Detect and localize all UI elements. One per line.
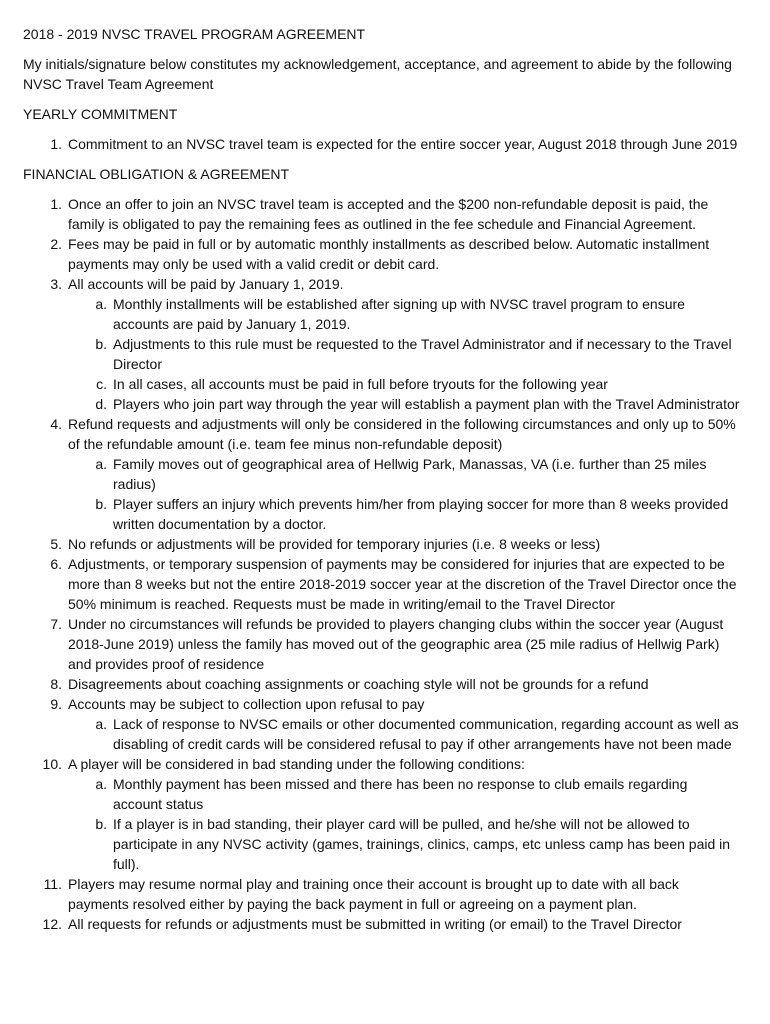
sub-list-item-text: Family moves out of geographical area of Hellwig Park, Manassas, VA (i.e. further than 25 miles radius) [113, 456, 707, 492]
sub-list-item [68, 774, 740, 814]
list-item-number: 5. [50, 536, 62, 552]
sub-list-item [68, 454, 740, 494]
list-item-text: Once an offer to join an NVSC travel team is accepted and the $200 non-refundable deposit is paid, the family is obligated to pay the remaining fees as outlined in the fee schedule and Financial Agreement. [68, 196, 709, 232]
list-item-text: Refund requests and adjustments will only be considered in the following circumstances and only up to 50% of the refundable amount (i.e. team fee minus non-refundable deposit) [68, 416, 736, 452]
list-item-number: 1. [50, 136, 62, 152]
sub-list-item [68, 294, 740, 334]
list-item [23, 554, 740, 614]
sub-list-item [68, 814, 740, 874]
list-item [23, 234, 740, 274]
sub-list-item-text: Monthly payment has been missed and there has been no response to club emails regarding account status [113, 776, 688, 812]
sub-list [68, 294, 740, 414]
list-item [23, 414, 740, 534]
sub-list-item-letter: d. [95, 396, 107, 412]
sub-list-item-text: Monthly installments will be established after signing up with NVSC travel program to ensure accounts are paid by January 1, 2019. [113, 296, 685, 332]
list-item [23, 674, 740, 694]
financial-obligation-list [23, 194, 740, 934]
list-item-number: 1. [50, 196, 62, 212]
sub-list-item [68, 394, 740, 414]
list-item-text: Commitment to an NVSC travel team is expected for the entire soccer year, August 2018 through June 2019 [68, 136, 738, 152]
sub-list-item-text: Player suffers an injury which prevents him/her from playing soccer for more than 8 weeks provided written documentation by a doctor. [113, 496, 729, 532]
list-item-number: 8. [50, 676, 62, 692]
sub-list-item-letter: b. [95, 336, 107, 352]
list-item-text: A player will be considered in bad standing under the following conditions: [68, 756, 525, 772]
sub-list-item-letter: b. [95, 496, 107, 512]
list-item [23, 194, 740, 234]
intro-paragraph: My initials/signature below constitutes my acknowledgement, acceptance, and agreement to abide by the following NVSC Travel Team Agreement [23, 56, 732, 92]
list-item-number: 6. [50, 556, 62, 572]
list-item-number: 9. [50, 696, 62, 712]
sub-list-item-letter: c. [96, 376, 107, 392]
list-item-number: 4. [50, 416, 62, 432]
list-item-number: 3. [50, 276, 62, 292]
sub-list-item [68, 714, 740, 754]
sub-list-item [68, 374, 740, 394]
sub-list-item-text: In all cases, all accounts must be paid in full before tryouts for the following year [113, 376, 608, 392]
list-item-text: Players may resume normal play and training once their account is brought up to date with all back payments resolved either by paying the back payment in full or agreeing on a payment plan. [68, 876, 679, 912]
list-item [23, 274, 740, 414]
list-item-text: Adjustments, or temporary suspension of payments may be considered for injuries that are expected to be more than 8 weeks but not the entire 2018-2019 soccer year at the discretion of the Travel Director once the 50% minimum is reached. Requests must be made in writing/email to the Travel Director [68, 556, 737, 612]
list-item-text: No refunds or adjustments will be provided for temporary injuries (i.e. 8 weeks or less) [68, 536, 601, 552]
financial-heading: FINANCIAL OBLIGATION & AGREEMENT [23, 166, 290, 182]
list-item-number: 12. [42, 916, 62, 932]
list-item [23, 874, 740, 914]
sub-list [68, 454, 740, 534]
list-item [23, 694, 740, 754]
sub-list-item-text: Lack of response to NVSC emails or other documented communication, regarding account as well as disabling of credit cards will be considered refusal to pay if other arrangements have not been made [113, 716, 739, 752]
sub-list-item-letter: b. [95, 816, 107, 832]
list-item-text: Fees may be paid in full or by automatic monthly installments as described below. Automatic installment payments may only be used with a valid credit or debit card. [68, 236, 710, 272]
list-item-text: All accounts will be paid by January 1, 2019. [68, 276, 344, 292]
sub-list [68, 714, 740, 754]
sub-list-item-letter: a. [95, 296, 107, 312]
list-item [23, 534, 740, 554]
list-item-text: All requests for refunds or adjustments must be submitted in writing (or email) to the Travel Director [68, 916, 682, 932]
sub-list-item-letter: a. [95, 776, 107, 792]
yearly-commitment-heading: YEARLY COMMITMENT [23, 106, 178, 122]
list-item-number: 2. [50, 236, 62, 252]
yearly-commitment-list [23, 134, 740, 154]
list-item [23, 614, 740, 674]
list-item [23, 914, 740, 934]
sub-list-item-text: Adjustments to this rule must be requested to the Travel Administrator and if necessary to the Travel Director [113, 336, 732, 372]
sub-list [68, 774, 740, 874]
sub-list-item-text: If a player is in bad standing, their player card will be pulled, and he/she will not be allowed to participate in any NVSC activity (games, trainings, clinics, camps, etc unless camp has been paid in full). [113, 816, 731, 872]
list-item-number: 11. [43, 876, 62, 892]
list-item-text: Accounts may be subject to collection upon refusal to pay [68, 696, 425, 712]
list-item-text: Disagreements about coaching assignments or coaching style will not be grounds for a refund [68, 676, 649, 692]
list-item-number: 10. [42, 756, 62, 772]
list-item-text: Under no circumstances will refunds be provided to players changing clubs within the soccer year (August 2018-June 2019) unless the family has moved out of the geographic area (25 mile radius of Hellwig Park) and provides proof of residence [68, 616, 724, 672]
sub-list-item [68, 494, 740, 534]
list-item [23, 134, 740, 154]
sub-list-item [68, 334, 740, 374]
list-item-number: 7. [50, 616, 62, 632]
sub-list-item-letter: a. [95, 716, 107, 732]
document-title: 2018 - 2019 NVSC TRAVEL PROGRAM AGREEMENT [23, 26, 366, 42]
sub-list-item-text: Players who join part way through the year will establish a payment plan with the Travel Administrator [113, 396, 740, 412]
list-item [23, 754, 740, 874]
sub-list-item-letter: a. [95, 456, 107, 472]
